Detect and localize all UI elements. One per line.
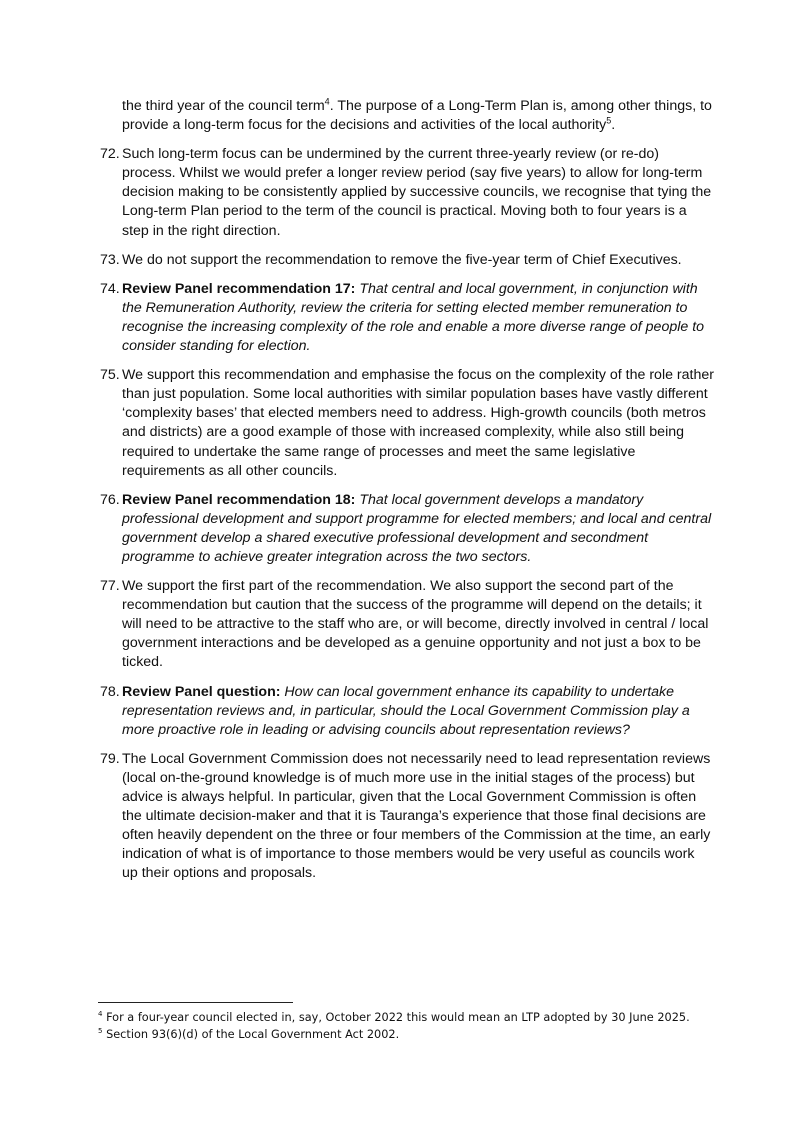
- paragraph-text: We support this recommendation and emphasise the focus on the complexity of the role rather than just population. Some local authorities with similar population bases have vastly different ‘complexity bases’ that elected members need to address. High-growth councils (both metros and districts) are a good example of those with increased complexity, while also still being required to undertake the same range of processes and meet the same legislative requirements as all other councils.: [122, 367, 714, 479]
- paragraph-number: 78.: [100, 683, 120, 700]
- footnote-text: For a four-year council elected in, say, October 2022 this would mean an LTP adopted by 30 June 2025.: [106, 1011, 690, 1024]
- footnote: [98, 1010, 738, 1027]
- paragraph-number: 73.: [100, 251, 120, 268]
- recommendation-heading: Review Panel recommendation 18:: [122, 491, 356, 508]
- numbered-paragraph: [100, 145, 714, 240]
- continuation-text: . The purpose of a Long-Term Plan is, among other things, to provide a long-term focus for the decisions and activities of the local authority: [122, 98, 712, 134]
- numbered-paragraph: [100, 750, 714, 884]
- numbered-paragraph: [100, 683, 714, 740]
- paragraph-text: We support the first part of the recommendation. We also support the second part of the recommendation but caution that the success of the programme will depend on the details; it will need to be attractive to the staff who are, or will become, directly involved in central / local government interactions and be developed as a genuine opportunity and not just a box to be ticked.: [122, 578, 709, 671]
- question-heading: Review Panel question:: [122, 683, 281, 700]
- recommendation-text: That local government develops a mandatory professional development and support programme for elected members; and local and central government develop a shared executive professional development and secondment programme to achieve greater integration across the two sectors.: [122, 491, 712, 565]
- footnotes: [98, 1010, 738, 1043]
- numbered-paragraph: [100, 366, 714, 481]
- footnote-mark: 4: [98, 1010, 103, 1019]
- continuation-text: .: [611, 117, 616, 134]
- footnote-text: Section 93(6)(d) of the Local Government Act 2002.: [106, 1027, 400, 1041]
- paragraph-number: 72.: [100, 146, 120, 163]
- numbered-paragraph: [100, 491, 714, 567]
- paragraph-text: The Local Government Commission does not necessarily need to lead representation reviews (local on-the-ground knowledge is of much more use in the initial stages of the process) but advice is always helpful. In particular, given that the Local Government Commission is often the ultimate decision-maker and that it is Tauranga’s experience that those final decisions are often heavily dependent on the three or four members of the Commission at the time, an early indication of what is of importance to those members would be very useful as councils work up their options and proposals.: [122, 750, 711, 882]
- paragraph-number: 79.: [100, 750, 120, 767]
- continuation-text: the third year of the council term: [122, 98, 325, 114]
- numbered-paragraph: [100, 251, 714, 270]
- paragraph-number: 75.: [100, 367, 120, 384]
- paragraph-number: 77.: [100, 578, 120, 595]
- paragraph-number: 74.: [100, 280, 120, 297]
- footnote-separator: [98, 1002, 293, 1003]
- numbered-paragraph: [100, 280, 714, 356]
- recommendation-heading: Review Panel recommendation 17:: [122, 280, 356, 297]
- question-text: How can local government enhance its capability to undertake representation reviews and, in particular, should the Local Government Commission play a more proactive role in leading or advising councils about representation reviews?: [122, 683, 690, 738]
- footnote-reference[interactable]: 5: [606, 115, 612, 126]
- footnote: [98, 1027, 738, 1044]
- footnote-mark: 5: [98, 1026, 103, 1035]
- recommendation-text: That central and local government, in conjunction with the Remuneration Authority, review the criteria for setting elected member remuneration to recognise the increasing complexity of the role and enable a more diverse range of people to consider standing for election.: [122, 280, 705, 355]
- paragraph-text: Such long-term focus can be undermined by the current three-yearly review (or re-do) process. Whilst we would prefer a longer review period (say five years) to allow for long-term decision making to be consistently applied by successive councils, we recognise that tying the Long-term Plan period to the term of the council is practical. Moving both to four years is a step in the right direction.: [122, 146, 712, 239]
- body-text: [100, 96, 714, 893]
- paragraph-text: We do not support the recommendation to remove the five-year term of Chief Executives.: [122, 251, 682, 268]
- numbered-paragraph: [100, 577, 714, 672]
- footnote-reference[interactable]: 4: [324, 96, 330, 107]
- paragraph-number: 76.: [100, 491, 120, 508]
- continuation-paragraph: [122, 97, 714, 135]
